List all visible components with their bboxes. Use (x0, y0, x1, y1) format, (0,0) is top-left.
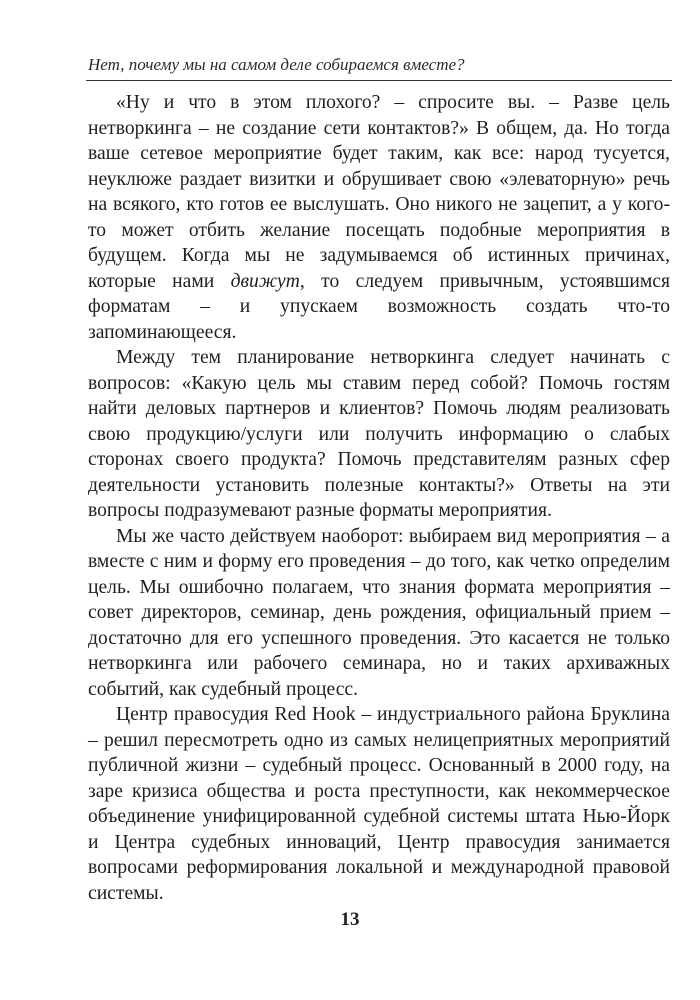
running-header: Нет, почему мы на самом деле собираемся вместе? (88, 55, 465, 74)
paragraph-1-emphasis: движут (230, 270, 300, 292)
page-number: 13 (340, 909, 360, 930)
body-text (88, 90, 670, 906)
header-divider (86, 80, 672, 81)
paragraph-2: Между тем планирование нетворкинга следует начинать с вопросов: «Какую цель мы ставим перед собой? Помочь гостям найти деловых партнеров и клиентов? Помочь людям реализовать свою продукцию/услуги или получить информацию о слабых сторонах своего продукта? Помочь представителям разных сфер деятельности установить полезные контакты?» Ответы на эти вопросы подразумевают разные форматы мероприятия. (88, 347, 670, 521)
paragraph-1-text-before: «Ну и что в этом плохого? – спросите вы. – Разве цель нетворкинга – не создание сети контактов?» В общем, да. Но тогда ваше сетевое мероприятие будет таким, как все: народ тусуется, неуклюже раздает визитки и обрушивает свою «элеваторную» речь на всякого, кто готов ее выслушать. Оно никого не зацепит, а у кого-то может отбить желание посещать подобные мероприятия в будущем. Когда мы не задумываемся об истинных причинах, которые нами (88, 92, 670, 292)
paragraph-3: Мы же часто действуем наоборот: выбираем вид мероприятия – а вместе с ним и форму его проведения – до того, как четко определим цель. Мы ошибочно полагаем, что знания формата мероприятия – совет директоров, семинар, день рождения, официальный прием – достаточно для его успешного проведения. Это касается не только нетворкинга или рабочего семинара, но и таких архиважных событий, как судебный процесс. (88, 525, 670, 700)
paragraph-4: Центр правосудия Red Hook – индустриального района Бруклина – решил пересмотреть одно из самых нелицеприятных мероприятий публичной жизни – судебный процесс. Основанный в 2000 году, на заре кризиса общества и роста преступности, как некоммерческое объединение унифицированной судебной системы штата Нью-Йорк и Центра судебных инноваций, Центр правосудия занимается вопросами реформирования локальной и международной правовой системы. (88, 704, 670, 904)
paragraph-1 (88, 90, 670, 345)
paragraph-1-text-after: , то следуем привычным, устоявшимся форматам – и упускаем возможность создать что-то запоминающееся. (88, 270, 671, 343)
